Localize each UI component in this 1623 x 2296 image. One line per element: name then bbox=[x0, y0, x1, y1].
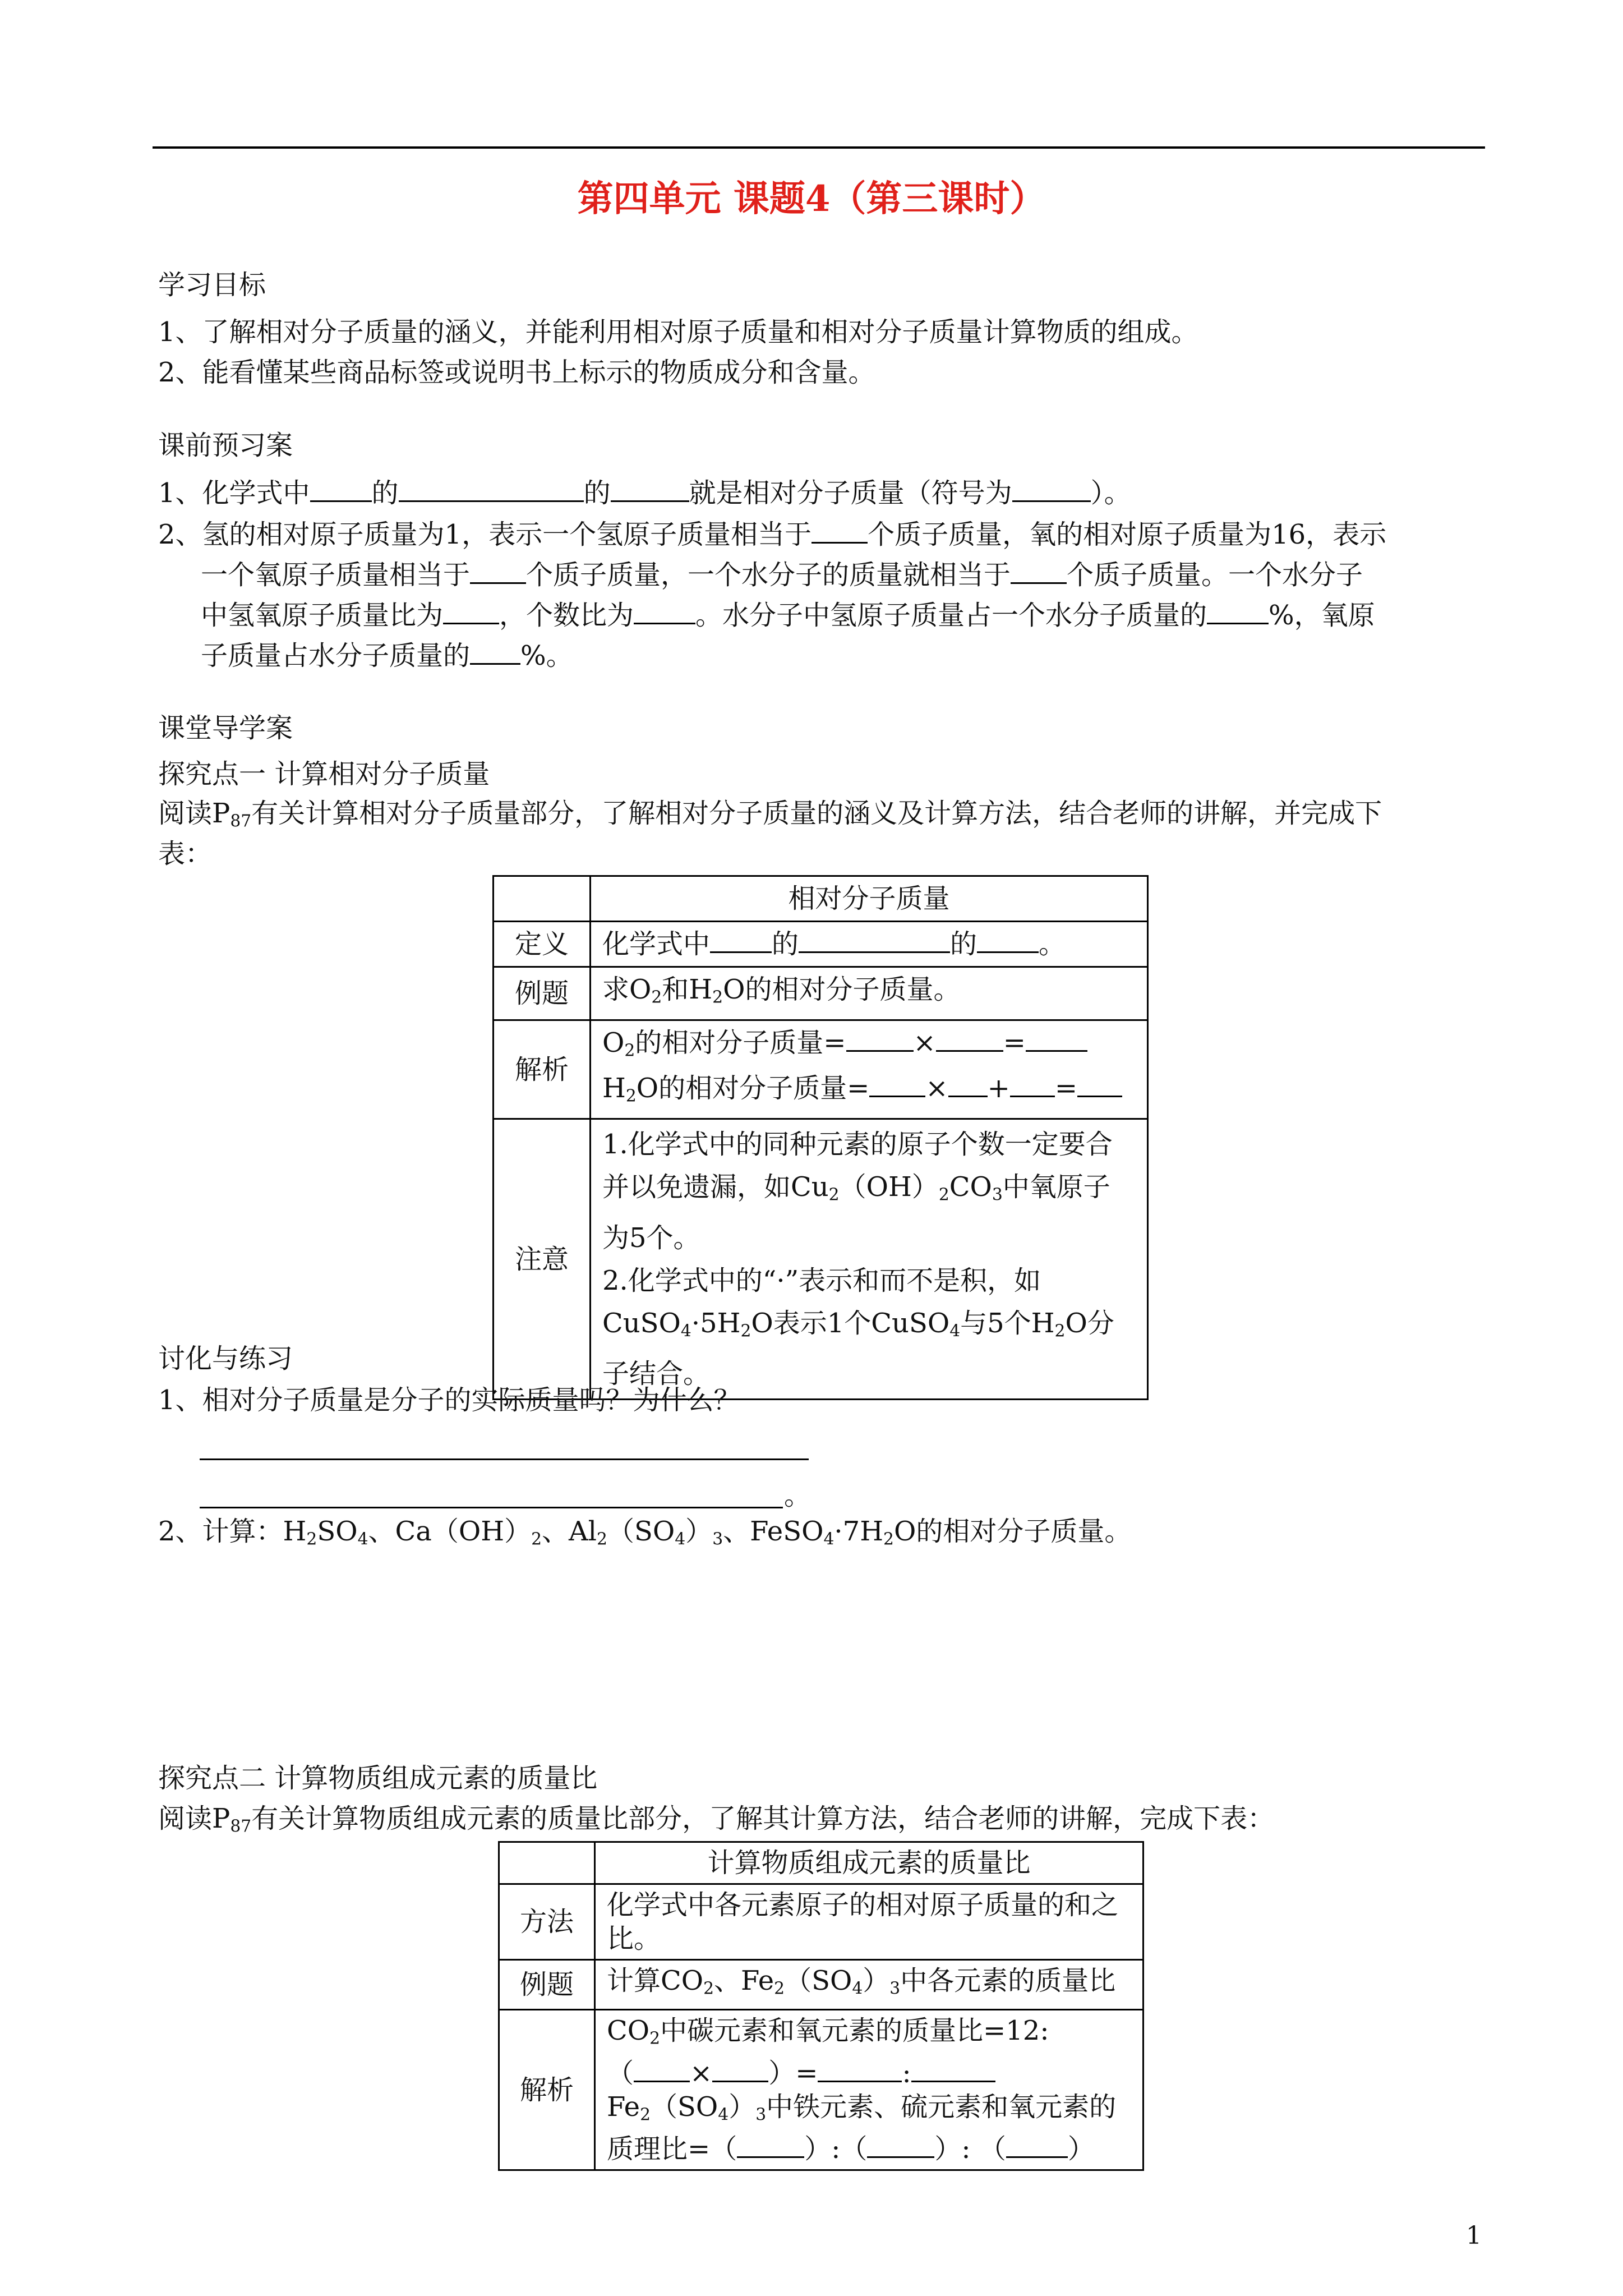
row-label-solution: 解析 bbox=[494, 1020, 591, 1119]
fill-blank[interactable] bbox=[948, 1071, 988, 1097]
table-row bbox=[494, 967, 1148, 1020]
table-row bbox=[499, 1884, 1144, 1960]
fill-blank[interactable] bbox=[977, 927, 1039, 953]
table-header: 计算物质组成元素的质量比 bbox=[595, 1842, 1144, 1884]
preview-question-2-line4: 子质量占水分子质量的 %。 bbox=[201, 638, 573, 673]
fill-blank[interactable] bbox=[712, 2056, 768, 2082]
goal-item-1: 1、了解相对分子质量的涵义，并能利用相对原子质量和相对分子质量计算物质的组成。 bbox=[158, 316, 1198, 348]
fill-blank[interactable] bbox=[470, 638, 520, 665]
fill-blank[interactable] bbox=[310, 476, 372, 502]
fill-blank[interactable] bbox=[1026, 1025, 1087, 1052]
discuss-heading: 讨化与练习 bbox=[158, 1343, 293, 1374]
preview-question-2-line1: 2、氢的相对原子质量为1，表示一个氢原子质量相当于 个质子质量，氧的相对原子质量为16，表示 bbox=[158, 517, 1386, 551]
fill-blank[interactable] bbox=[911, 2056, 995, 2082]
page-number: 1 bbox=[1466, 2221, 1482, 2250]
preview-question-2-line2: 一个氧原子质量相当于 个质子质量，一个水分子的质量就相当于 个质子质量。一个水分子 bbox=[201, 558, 1363, 592]
relative-molecular-mass-table bbox=[492, 875, 1149, 1400]
fill-blank[interactable] bbox=[1006, 2132, 1068, 2158]
fill-blank[interactable] bbox=[399, 476, 584, 502]
row-label-method: 方法 bbox=[499, 1884, 595, 1960]
note-cell: 1.化学式中的同种元素的原子个数一定要合并以免遗漏，如$Cu_2(OH)_2CO_3$中氧原子为5个。 2.化学式中的“·”表示和而不是积，如$CuSO_4\cdot 5H_2O$表示1个CuSO$_4$与5个$H_2O$分子结合。 bbox=[591, 1119, 1148, 1400]
table-row bbox=[494, 922, 1148, 967]
preview-question-2-line3: 中氢氧原子质量比为 ，个数比为 。水分子中氢原子质量占一个水分子质量的 %，氧原 bbox=[201, 598, 1375, 632]
fill-blank[interactable] bbox=[710, 927, 772, 953]
solution-cell: $CO_2$中碳元素和氧元素的质量比=12: （ × ）= : $Fe_2(SO_4)_3$中铁元素、硫元素和氧元素的 质理比=（ ）:（ ）: （ ） bbox=[595, 2010, 1144, 2170]
guide-heading: 课堂导学案 bbox=[158, 712, 293, 744]
fill-blank[interactable] bbox=[818, 2056, 902, 2082]
fill-blank[interactable] bbox=[1011, 558, 1067, 584]
mass-ratio-table bbox=[498, 1841, 1144, 2171]
row-label-example: 例题 bbox=[494, 967, 591, 1020]
header-rule bbox=[153, 146, 1485, 149]
example-cell: 计算$CO_2$、$Fe_2(SO_4)_3$中各元素的质量比 bbox=[595, 1960, 1144, 2010]
table-row bbox=[499, 1842, 1144, 1884]
answer-line[interactable] bbox=[200, 1458, 809, 1460]
fill-blank[interactable] bbox=[737, 2132, 804, 2158]
fill-blank[interactable] bbox=[634, 2056, 690, 2082]
point2-heading: 探究点二 计算物质组成元素的质量比 bbox=[158, 1763, 598, 1794]
fill-blank[interactable] bbox=[811, 517, 868, 544]
point1-intro-line1: 阅读$P_{87}$有关计算相对分子质量部分，了解相对分子质量的涵义及计算方法，结合老师的讲解，并完成下 bbox=[158, 798, 1382, 831]
table-header: 相对分子质量 bbox=[591, 876, 1148, 922]
table-row bbox=[499, 1960, 1144, 2010]
method-cell: 化学式中各元素原子的相对原子质量的和之比。 bbox=[595, 1884, 1144, 1960]
point1-intro-line2: 表： bbox=[158, 838, 213, 869]
solution-cell: $O_2$的相对分子质量= × = $H_2O$的相对分子质量= × + = bbox=[591, 1020, 1148, 1119]
goals-heading: 学习目标 bbox=[158, 269, 266, 301]
discuss-question-1: 1、相对分子质量是分子的实际质量吗？为什么？ bbox=[158, 1384, 741, 1416]
example-cell: 求$O_2$和$H_2O$的相对分子质量。 bbox=[591, 967, 1148, 1020]
fill-blank[interactable] bbox=[869, 1071, 925, 1097]
answer-line[interactable] bbox=[200, 1507, 783, 1508]
point2-intro: 阅读$P_{87}$有关计算物质组成元素的质量比部分，了解其计算方法，结合老师的讲解，完成下表： bbox=[158, 1803, 1275, 1837]
fill-blank[interactable] bbox=[611, 476, 689, 502]
table-row bbox=[494, 876, 1148, 922]
fill-blank[interactable] bbox=[470, 558, 526, 584]
fill-blank[interactable] bbox=[936, 1025, 1003, 1052]
fill-blank[interactable] bbox=[443, 598, 499, 624]
fill-blank[interactable] bbox=[846, 1025, 914, 1052]
table-row bbox=[499, 2010, 1144, 2170]
discuss-question-2: 2、计算：$H_2SO_4$、$Ca(OH)_2$、$Al_2(SO_4)_3$、$FeSO_4\cdot 7H_2O$的相对分子质量。 bbox=[158, 1516, 1132, 1549]
fill-blank[interactable] bbox=[799, 927, 950, 953]
answer-end-mark: 。 bbox=[784, 1480, 811, 1511]
table-row bbox=[494, 1119, 1148, 1400]
fill-blank[interactable] bbox=[867, 2132, 934, 2158]
table-row bbox=[494, 1020, 1148, 1119]
page-title: 第四单元 课题4（第三课时） bbox=[577, 178, 1046, 220]
preview-heading: 课前预习案 bbox=[158, 430, 293, 461]
fill-blank[interactable] bbox=[1012, 476, 1091, 502]
preview-question-1: 1、化学式中 的 的 就是相对分子质量（符号为 ）。 bbox=[158, 476, 1131, 510]
row-label-example: 例题 bbox=[499, 1960, 595, 2010]
fill-blank[interactable] bbox=[1077, 1071, 1122, 1097]
row-label-definition: 定义 bbox=[494, 922, 591, 967]
fill-blank[interactable] bbox=[634, 598, 695, 624]
row-label-solution: 解析 bbox=[499, 2010, 595, 2170]
definition-cell: 化学式中 的 的 。 bbox=[591, 922, 1148, 967]
row-label-note: 注意 bbox=[494, 1119, 591, 1400]
point1-heading: 探究点一 计算相对分子质量 bbox=[158, 758, 490, 790]
goal-item-2: 2、能看懂某些商品标签或说明书上标示的物质成分和含量。 bbox=[158, 357, 875, 388]
fill-blank[interactable] bbox=[1207, 598, 1269, 624]
fill-blank[interactable] bbox=[1010, 1071, 1055, 1097]
